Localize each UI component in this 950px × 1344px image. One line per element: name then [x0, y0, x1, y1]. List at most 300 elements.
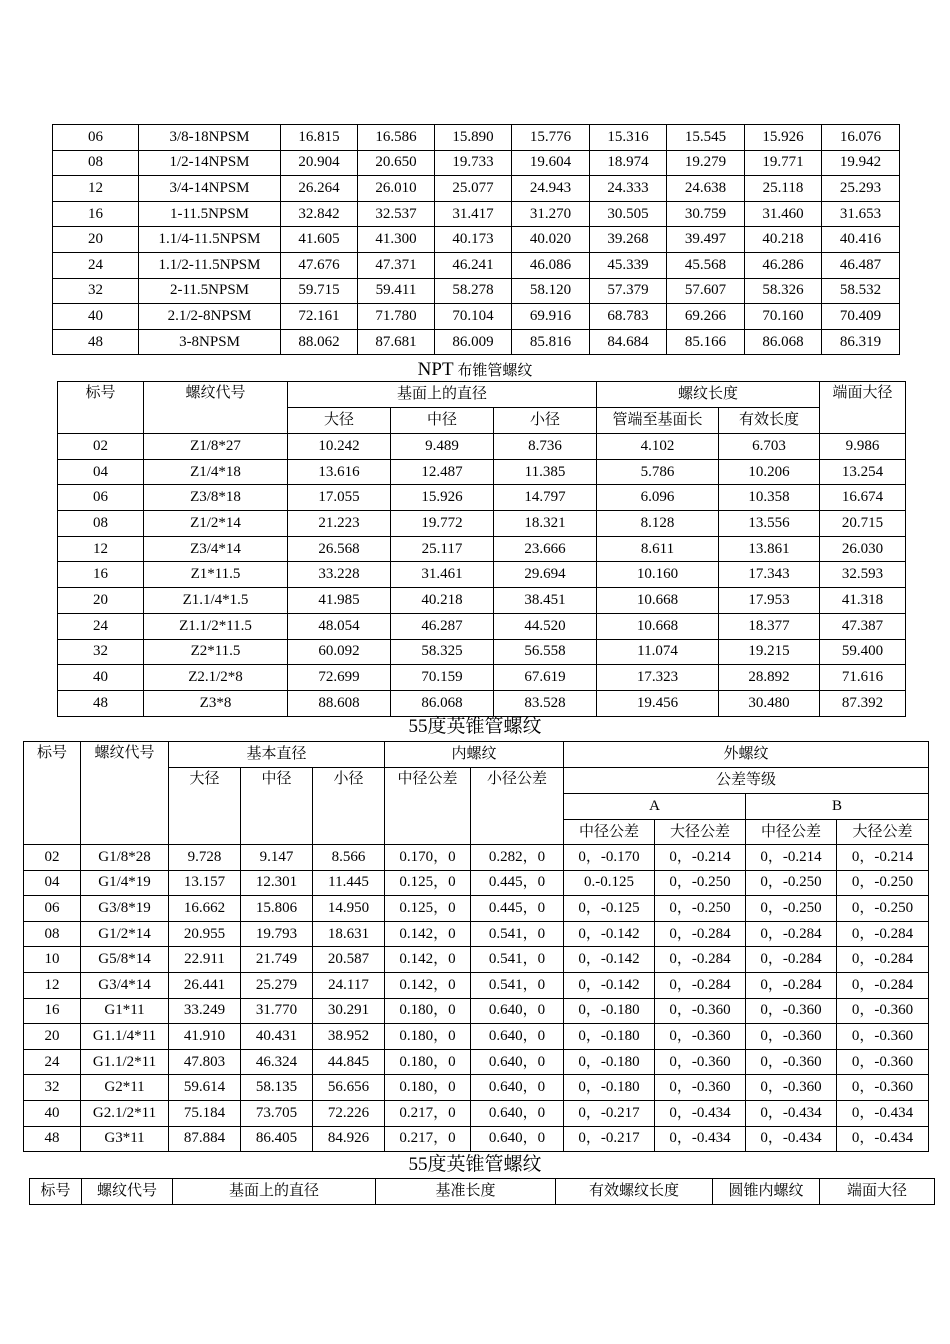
table-cell: 4.102 — [597, 434, 719, 460]
table-cell: 0，-0.180 — [564, 1024, 655, 1050]
npsm-table-body — [53, 125, 900, 355]
table-cell: G3/8*19 — [81, 896, 169, 922]
table-cell: 0.640，0 — [471, 1100, 564, 1126]
table-cell: 85.166 — [667, 329, 745, 355]
table-cell: G1/4*19 — [81, 870, 169, 896]
npt-header-pitch: 中径 — [391, 408, 494, 434]
table-cell: 12.301 — [241, 870, 313, 896]
bsp-header-a-major-tolerance: 大径公差 — [655, 820, 746, 845]
table-cell: 06 — [24, 896, 81, 922]
table-cell: 0.640，0 — [471, 1024, 564, 1050]
table-cell: 19.772 — [391, 511, 494, 537]
table-cell: 0.180，0 — [385, 1049, 471, 1075]
table-cell: 15.776 — [512, 125, 590, 151]
table-cell: 16 — [53, 201, 139, 227]
table-cell: Z1/8*27 — [144, 434, 288, 460]
table-cell: 86.068 — [745, 329, 822, 355]
table-cell: 0.170，0 — [385, 845, 471, 871]
table-cell: 0，-0.284 — [746, 921, 837, 947]
table-cell: G5/8*14 — [81, 947, 169, 973]
table-cell: 0.217，0 — [385, 1126, 471, 1152]
table-cell: 15.926 — [391, 485, 494, 511]
table-cell: Z1/2*14 — [144, 511, 288, 537]
table-cell: 31.461 — [391, 562, 494, 588]
table-row — [58, 536, 906, 562]
table-cell: 20.904 — [281, 150, 358, 176]
table-cell: 59.614 — [169, 1075, 241, 1101]
table-cell: 70.409 — [822, 304, 900, 330]
table-cell: 10.668 — [597, 588, 719, 614]
table-cell: 0，-0.360 — [746, 998, 837, 1024]
table-cell: 17.953 — [719, 588, 820, 614]
table-cell: 0，-0.434 — [837, 1100, 929, 1126]
table-cell: 83.528 — [494, 690, 597, 716]
table-row — [53, 252, 900, 278]
table-cell: 26.568 — [288, 536, 391, 562]
table-cell: 0，-0.142 — [564, 921, 655, 947]
table-cell: 68.783 — [590, 304, 667, 330]
table-cell: 0，-0.250 — [746, 870, 837, 896]
table-cell: 32 — [53, 278, 139, 304]
table-cell: 02 — [24, 845, 81, 871]
table-cell: 88.608 — [288, 690, 391, 716]
table-cell: 25.279 — [241, 972, 313, 998]
bsp-header-tolerance-grade: 公差等级 — [564, 768, 929, 794]
table-row — [24, 972, 929, 998]
table-cell: 25.117 — [391, 536, 494, 562]
table-cell: 18.631 — [313, 921, 385, 947]
table-cell: 57.379 — [590, 278, 667, 304]
npt-header-effective-length: 有效长度 — [719, 408, 820, 434]
table-cell: 59.400 — [820, 639, 906, 665]
bsp-length-header-end-diameter: 端面大径 — [820, 1179, 935, 1205]
table-cell: 18.974 — [590, 150, 667, 176]
table-cell: G1/8*28 — [81, 845, 169, 871]
table-cell: 56.558 — [494, 639, 597, 665]
table-row — [24, 1024, 929, 1050]
bsp-header-code: 螺纹代号 — [81, 742, 169, 845]
table-cell: 30.291 — [313, 998, 385, 1024]
table-cell: 85.816 — [512, 329, 590, 355]
table-cell: 0.180，0 — [385, 998, 471, 1024]
table-cell: 0，-0.360 — [746, 1075, 837, 1101]
table-cell: 47.803 — [169, 1049, 241, 1075]
npt-header-no: 标号 — [58, 382, 144, 434]
table-cell: 32 — [58, 639, 144, 665]
table-cell: 0，-0.180 — [564, 1049, 655, 1075]
table-cell: 8.128 — [597, 511, 719, 537]
table-row — [53, 176, 900, 202]
bsp-header-pitch-tolerance: 中径公差 — [385, 768, 471, 845]
table-cell: 3/8-18NPSM — [139, 125, 281, 151]
table-cell: 10 — [24, 947, 81, 973]
table-cell: 16 — [24, 998, 81, 1024]
table-cell: 67.619 — [494, 665, 597, 691]
bsp-length-header-diameter: 基面上的直径 — [173, 1179, 376, 1205]
table-cell: 0，-0.214 — [655, 845, 746, 871]
npt-table-body — [58, 434, 906, 717]
table-cell: 46.324 — [241, 1049, 313, 1075]
table-cell: 24.333 — [590, 176, 667, 202]
table-cell: 59.715 — [281, 278, 358, 304]
table-row — [24, 870, 929, 896]
table-cell: 72.161 — [281, 304, 358, 330]
table-cell: 0，-0.360 — [655, 1024, 746, 1050]
table-cell: 31.653 — [822, 201, 900, 227]
table-cell: 0，-0.170 — [564, 845, 655, 871]
table-cell: 13.556 — [719, 511, 820, 537]
table-cell: 20.715 — [820, 511, 906, 537]
table-row — [58, 511, 906, 537]
table-cell: 39.497 — [667, 227, 745, 253]
table-cell: 69.266 — [667, 304, 745, 330]
table-cell: 19.771 — [745, 150, 822, 176]
table-cell: 86.405 — [241, 1126, 313, 1152]
table-cell: 31.770 — [241, 998, 313, 1024]
table-cell: 08 — [58, 511, 144, 537]
table-cell: 14.950 — [313, 896, 385, 922]
table-cell: 0，-0.250 — [746, 896, 837, 922]
bsp-length-table — [29, 1178, 935, 1205]
table-row — [53, 329, 900, 355]
table-cell: Z2.1/2*8 — [144, 665, 288, 691]
table-cell: 0.640，0 — [471, 1049, 564, 1075]
table-cell: 2.1/2-8NPSM — [139, 304, 281, 330]
table-cell: 0，-0.284 — [655, 947, 746, 973]
bsp-table — [23, 741, 929, 1152]
bsp-header-grade-b: B — [746, 794, 929, 820]
table-cell: 19.279 — [667, 150, 745, 176]
table-cell: 19.456 — [597, 690, 719, 716]
table-cell: 16.674 — [820, 485, 906, 511]
table-cell: 0，-0.360 — [837, 1024, 929, 1050]
table-cell: 41.910 — [169, 1024, 241, 1050]
table-cell: 26.264 — [281, 176, 358, 202]
table-cell: 40.218 — [745, 227, 822, 253]
table-row — [24, 845, 929, 871]
table-cell: Z2*11.5 — [144, 639, 288, 665]
table-row — [53, 304, 900, 330]
table-cell: 0，-0.284 — [746, 972, 837, 998]
bsp-length-header-internal-thread: 圆锥内螺纹 — [713, 1179, 820, 1205]
table-cell: 25.118 — [745, 176, 822, 202]
table-cell: 58.135 — [241, 1075, 313, 1101]
bsp-table-body — [24, 845, 929, 1152]
table-cell: 16.815 — [281, 125, 358, 151]
bsp-length-header-effective-length: 有效螺纹长度 — [556, 1179, 713, 1205]
table-cell: 21.749 — [241, 947, 313, 973]
npt-header-length: 螺纹长度 — [597, 382, 820, 408]
table-cell: 0.142，0 — [385, 947, 471, 973]
table-cell: 0，-0.360 — [837, 1049, 929, 1075]
table-cell: 8.611 — [597, 536, 719, 562]
table-cell: Z1.1/2*11.5 — [144, 613, 288, 639]
table-cell: G3/4*14 — [81, 972, 169, 998]
table-cell: 87.392 — [820, 690, 906, 716]
table-cell: 87.681 — [358, 329, 435, 355]
table-cell: 12 — [58, 536, 144, 562]
table-cell: 86.319 — [822, 329, 900, 355]
table-cell: 0，-0.434 — [746, 1126, 837, 1152]
npt-header-code: 螺纹代号 — [144, 382, 288, 434]
table-cell: 19.215 — [719, 639, 820, 665]
table-row — [58, 639, 906, 665]
table-cell: 20.587 — [313, 947, 385, 973]
table-cell: 9.489 — [391, 434, 494, 460]
table-cell: 46.241 — [435, 252, 512, 278]
table-cell: 47.676 — [281, 252, 358, 278]
table-cell: 75.184 — [169, 1100, 241, 1126]
table-cell: 26.010 — [358, 176, 435, 202]
table-cell: 60.092 — [288, 639, 391, 665]
table-cell: 10.358 — [719, 485, 820, 511]
table-cell: 04 — [58, 459, 144, 485]
table-cell: 0，-0.434 — [655, 1126, 746, 1152]
table-cell: 0.640，0 — [471, 1126, 564, 1152]
table-row — [58, 588, 906, 614]
table-cell: 31.460 — [745, 201, 822, 227]
table-cell: 39.268 — [590, 227, 667, 253]
table-cell: 0.445，0 — [471, 870, 564, 896]
table-cell: 0，-0.250 — [837, 896, 929, 922]
table-cell: 2-11.5NPSM — [139, 278, 281, 304]
table-cell: 11.074 — [597, 639, 719, 665]
table-cell: 20 — [53, 227, 139, 253]
table-cell: 1.1/2-11.5NPSM — [139, 252, 281, 278]
table-cell: 0，-0.284 — [837, 972, 929, 998]
bsp-table-head — [24, 742, 929, 845]
table-cell: 18.321 — [494, 511, 597, 537]
table-cell: 04 — [24, 870, 81, 896]
table-cell: 6.096 — [597, 485, 719, 511]
table-cell: 32.842 — [281, 201, 358, 227]
table-cell: G1.1/4*11 — [81, 1024, 169, 1050]
npt-header-major: 大径 — [288, 408, 391, 434]
bsp-header-no: 标号 — [24, 742, 81, 845]
table-cell: 0，-0.217 — [564, 1100, 655, 1126]
table-cell: 72.226 — [313, 1100, 385, 1126]
table-cell: 46.086 — [512, 252, 590, 278]
table-row — [53, 125, 900, 151]
table-cell: 5.786 — [597, 459, 719, 485]
table-cell: 0.125，0 — [385, 870, 471, 896]
table-cell: 19.793 — [241, 921, 313, 947]
table-cell: 30.480 — [719, 690, 820, 716]
table-cell: 31.417 — [435, 201, 512, 227]
table-cell: 40.173 — [435, 227, 512, 253]
table-cell: 0，-0.214 — [746, 845, 837, 871]
table-cell: 0，-0.360 — [655, 1075, 746, 1101]
table-cell: 20 — [58, 588, 144, 614]
table-cell: 0，-0.284 — [746, 947, 837, 973]
table-cell: 44.520 — [494, 613, 597, 639]
table-cell: 41.605 — [281, 227, 358, 253]
table-cell: 9.986 — [820, 434, 906, 460]
table-cell: 16 — [58, 562, 144, 588]
table-cell: 21.223 — [288, 511, 391, 537]
table-cell: 24 — [53, 252, 139, 278]
table-row — [53, 278, 900, 304]
npt-header-end-diameter: 端面大径 — [820, 382, 906, 434]
table-cell: 25.293 — [822, 176, 900, 202]
table-cell: 10.668 — [597, 613, 719, 639]
npt-table-head — [58, 382, 906, 434]
table-cell: G1.1/2*11 — [81, 1049, 169, 1075]
table-cell: 19.733 — [435, 150, 512, 176]
table-cell: 58.120 — [512, 278, 590, 304]
table-cell: 0.640，0 — [471, 998, 564, 1024]
table-cell: 12.487 — [391, 459, 494, 485]
npt-title — [300, 360, 650, 379]
table-row — [58, 562, 906, 588]
table-cell: Z3/4*14 — [144, 536, 288, 562]
table-cell: 73.705 — [241, 1100, 313, 1126]
table-cell: 10.160 — [597, 562, 719, 588]
table-row — [58, 613, 906, 639]
table-cell: 0，-0.142 — [564, 972, 655, 998]
table-cell: 71.780 — [358, 304, 435, 330]
table-cell: Z1/4*18 — [144, 459, 288, 485]
table-row — [24, 896, 929, 922]
table-cell: 48.054 — [288, 613, 391, 639]
table-cell: 0，-0.180 — [564, 1075, 655, 1101]
table-cell: 14.797 — [494, 485, 597, 511]
table-cell: 0.541，0 — [471, 921, 564, 947]
table-cell: 3/4-14NPSM — [139, 176, 281, 202]
table-cell: 24.117 — [313, 972, 385, 998]
table-cell: 0，-0.250 — [655, 896, 746, 922]
table-row — [24, 1075, 929, 1101]
table-cell: G1/2*14 — [81, 921, 169, 947]
table-cell: 72.699 — [288, 665, 391, 691]
table-cell: 47.387 — [820, 613, 906, 639]
table-cell: 0.217，0 — [385, 1100, 471, 1126]
table-cell: 48 — [24, 1126, 81, 1152]
table-cell: 33.228 — [288, 562, 391, 588]
table-cell: 0，-0.125 — [564, 896, 655, 922]
bsp-header-grade-a: A — [564, 794, 746, 820]
table-cell: 24 — [24, 1049, 81, 1075]
table-cell: 40.020 — [512, 227, 590, 253]
table-cell: 32.537 — [358, 201, 435, 227]
table-cell: 15.890 — [435, 125, 512, 151]
table-row — [24, 947, 929, 973]
npt-title-latin: NPT — [417, 359, 454, 380]
table-cell: 1/2-14NPSM — [139, 150, 281, 176]
bsp-header-major: 大径 — [169, 768, 241, 845]
table-cell: 31.270 — [512, 201, 590, 227]
table-cell: 47.371 — [358, 252, 435, 278]
table-row — [24, 1049, 929, 1075]
table-row — [24, 998, 929, 1024]
table-cell: 17.323 — [597, 665, 719, 691]
table-cell: 3-8NPSM — [139, 329, 281, 355]
bsp-header-minor: 小径 — [313, 768, 385, 845]
table-cell: 32.593 — [820, 562, 906, 588]
table-cell: 0，-0.284 — [655, 921, 746, 947]
table-cell: 70.159 — [391, 665, 494, 691]
table-cell: 58.326 — [745, 278, 822, 304]
table-cell: 08 — [53, 150, 139, 176]
table-row — [53, 227, 900, 253]
table-cell: 16.076 — [822, 125, 900, 151]
table-cell: 9.147 — [241, 845, 313, 871]
table-cell: 19.942 — [822, 150, 900, 176]
table-cell: 0，-0.360 — [837, 998, 929, 1024]
table-cell: 0.180，0 — [385, 1024, 471, 1050]
bsp-header-internal: 内螺纹 — [385, 742, 564, 768]
table-cell: 40.431 — [241, 1024, 313, 1050]
table-cell: 33.249 — [169, 998, 241, 1024]
table-row — [24, 1100, 929, 1126]
table-cell: 0，-0.360 — [746, 1049, 837, 1075]
table-cell: 1-11.5NPSM — [139, 201, 281, 227]
table-cell: 15.926 — [745, 125, 822, 151]
table-cell: 0，-0.360 — [655, 1049, 746, 1075]
bsp-length-header-reference-length: 基准长度 — [376, 1179, 556, 1205]
table-row — [58, 459, 906, 485]
table-cell: 86.009 — [435, 329, 512, 355]
table-cell: 0，-0.284 — [655, 972, 746, 998]
bsp-header-external: 外螺纹 — [564, 742, 929, 768]
table-cell: 13.157 — [169, 870, 241, 896]
table-cell: 25.077 — [435, 176, 512, 202]
table-cell: 40.218 — [391, 588, 494, 614]
table-row — [24, 921, 929, 947]
table-cell: 41.318 — [820, 588, 906, 614]
table-cell: 56.656 — [313, 1075, 385, 1101]
table-cell: 0.541，0 — [471, 947, 564, 973]
table-cell: 0，-0.284 — [837, 921, 929, 947]
table-cell: 32 — [24, 1075, 81, 1101]
table-cell: 13.616 — [288, 459, 391, 485]
table-cell: 69.916 — [512, 304, 590, 330]
table-cell: 0，-0.360 — [746, 1024, 837, 1050]
table-cell: 0，-0.214 — [837, 845, 929, 871]
table-cell: 0.142，0 — [385, 972, 471, 998]
table-cell: 48 — [53, 329, 139, 355]
table-cell: 87.884 — [169, 1126, 241, 1152]
table-cell: 28.892 — [719, 665, 820, 691]
table-cell: 8.736 — [494, 434, 597, 460]
table-cell: 58.325 — [391, 639, 494, 665]
table-cell: 46.487 — [822, 252, 900, 278]
table-cell: 10.242 — [288, 434, 391, 460]
table-cell: 08 — [24, 921, 81, 947]
table-cell: 58.532 — [822, 278, 900, 304]
table-cell: 13.254 — [820, 459, 906, 485]
table-cell: 46.287 — [391, 613, 494, 639]
table-cell: Z1*11.5 — [144, 562, 288, 588]
table-cell: 45.339 — [590, 252, 667, 278]
npt-header-base-length: 管端至基面长 — [597, 408, 719, 434]
table-cell: 84.926 — [313, 1126, 385, 1152]
table-cell: 30.505 — [590, 201, 667, 227]
table-cell: 17.055 — [288, 485, 391, 511]
table-cell: 0，-0.434 — [655, 1100, 746, 1126]
table-cell: 40 — [24, 1100, 81, 1126]
table-cell: 0，-0.142 — [564, 947, 655, 973]
table-cell: 6.703 — [719, 434, 820, 460]
table-cell: 0.640，0 — [471, 1075, 564, 1101]
table-cell: 46.286 — [745, 252, 822, 278]
bsp-header-basic-diameter: 基本直径 — [169, 742, 385, 768]
table-cell: 70.160 — [745, 304, 822, 330]
bsp-header-b-major-tolerance: 大径公差 — [837, 820, 929, 845]
table-cell: 24 — [58, 613, 144, 639]
table-cell: 41.300 — [358, 227, 435, 253]
table-cell: G1*11 — [81, 998, 169, 1024]
